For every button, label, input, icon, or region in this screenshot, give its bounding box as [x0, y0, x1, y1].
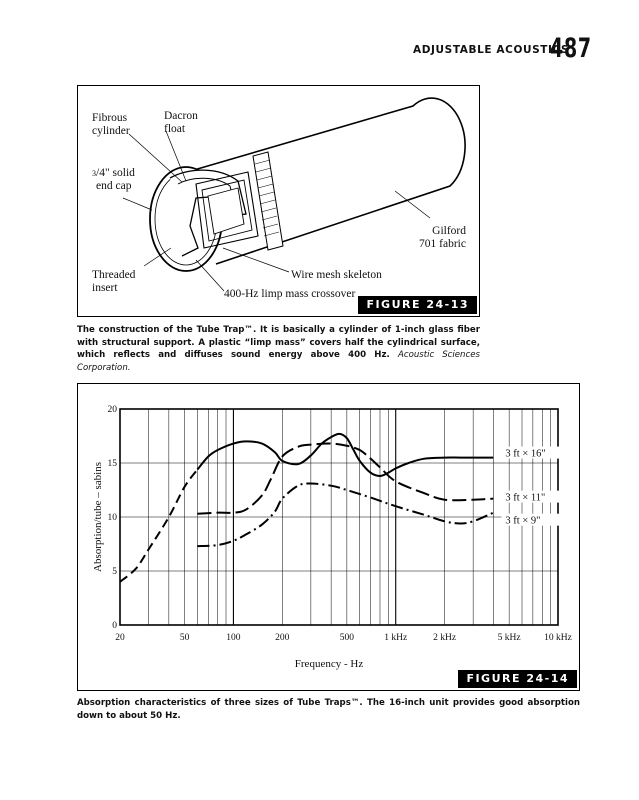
chart-x-tick-label: 50: [179, 633, 190, 643]
figure-24-14-caption: Absorption characteristics of three sizes of Tube Traps™. The 16-inch unit provides good absorption down to about 50 Hz.: [77, 698, 580, 721]
figure-24-14-box: [77, 383, 580, 691]
chart-x-tick-label: 1 kHz: [384, 633, 408, 643]
chart-series-line-11in: [197, 444, 493, 514]
chart-y-tick-label: 10: [107, 513, 117, 523]
page-number: 487: [550, 33, 592, 64]
chart-x-tick-label: 20: [115, 633, 125, 643]
label-limp-mass: 400-Hz limp mass crossover: [224, 288, 356, 300]
chart-y-tick-label: 0: [112, 621, 117, 631]
chart-series-label: 3 ft × 11": [505, 492, 546, 504]
chart-x-tick-label: 10 kHz: [544, 633, 572, 643]
running-header: ADJUSTABLE ACOUSTICS: [413, 44, 570, 56]
chart-x-tick-label: 5 kHz: [497, 633, 521, 643]
figure-24-13-caption: The construction of the Tube Trap™. It is basically a cylinder of 1-inch glass fiber with structural support. A plastic “limp mass” covers half the cylindrical surface, which reflects and diffuses sound energy above 400 Hz. Acoustic Sciences Corporation.: [77, 325, 480, 373]
chart-y-tick-label: 20: [107, 405, 117, 415]
label-gilford-fabric: Gilford 701 fabric: [419, 225, 466, 250]
chart-y-tick-label: 5: [112, 567, 117, 577]
label-fibrous-cylinder: Fibrous cylinder: [92, 112, 130, 137]
absorption-chart: [78, 384, 578, 689]
chart-x-tick-label: 500: [339, 633, 354, 643]
chart-series-label: 3 ft × 16": [505, 448, 546, 460]
figure-24-13-tag: FIGURE 24-13: [358, 296, 477, 314]
chart-series-line-16in: [197, 434, 493, 476]
chart-series-label: 3 ft × 9": [505, 515, 541, 527]
chart-x-tick-label: 100: [226, 633, 241, 643]
chart-y-tick-label: 15: [107, 459, 117, 469]
chart-series-line-16in: [120, 469, 197, 581]
figure-24-14-tag: FIGURE 24-14: [458, 670, 577, 688]
label-dacron-float: Dacron float: [164, 110, 198, 135]
chart-x-axis-label: Frequency - Hz: [294, 658, 364, 670]
chart-x-tick-label: 200: [275, 633, 290, 643]
chart-x-tick-label: 2 kHz: [433, 633, 457, 643]
label-wire-mesh: Wire mesh skeleton: [291, 269, 382, 281]
chart-y-axis-label: Absorption/tube – sabins: [92, 462, 104, 572]
tube-trap-illustration: [78, 86, 478, 315]
label-threaded-insert: Threaded insert: [92, 269, 136, 294]
chart-series-line-9in: [197, 484, 493, 547]
label-end-cap: 3/4" solid end cap: [92, 167, 135, 192]
figure-24-13-box: [77, 85, 480, 317]
